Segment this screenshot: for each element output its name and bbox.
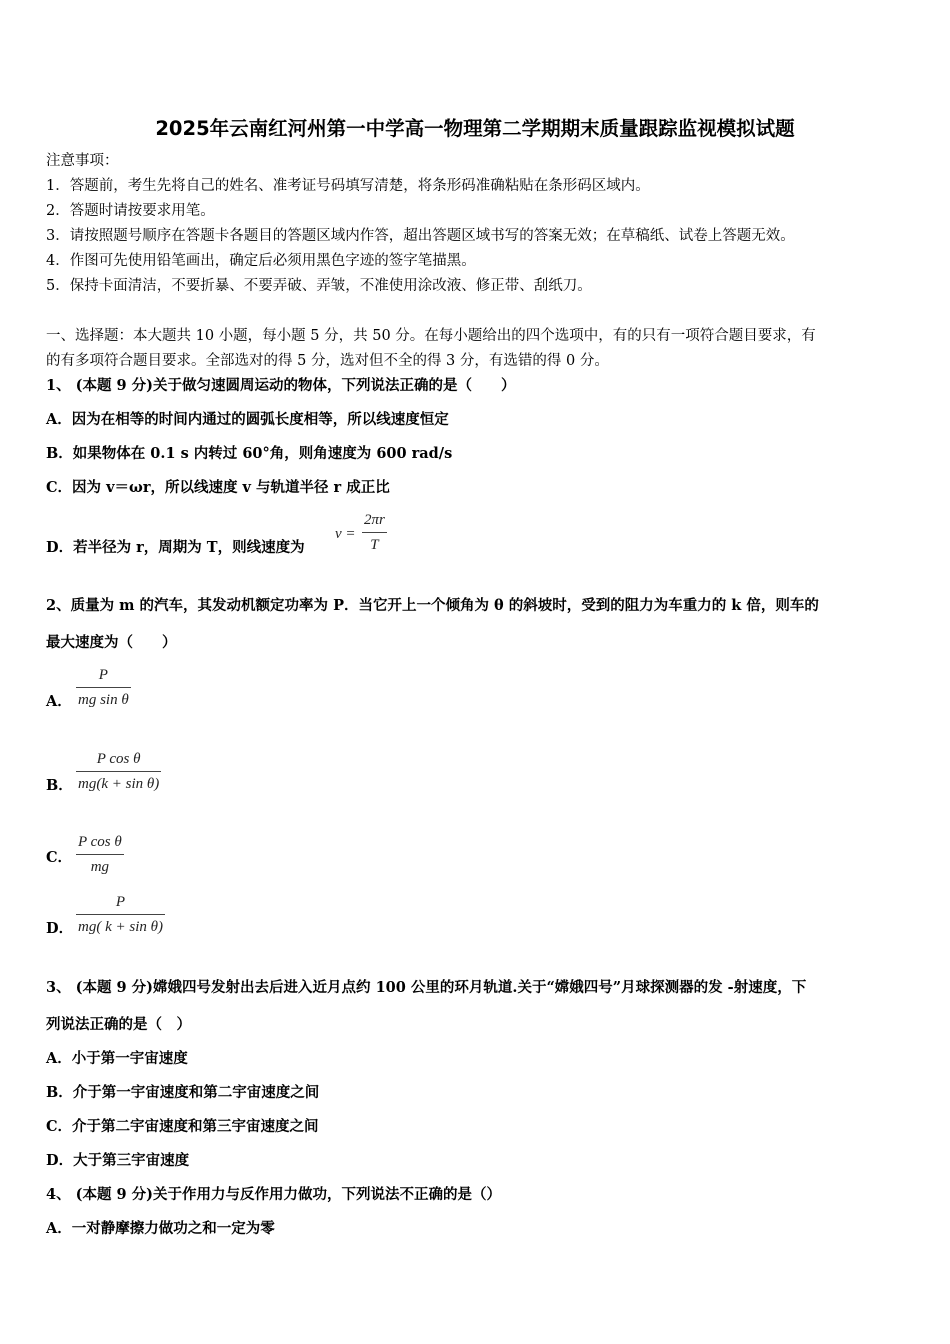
fraction-denominator: T xyxy=(370,537,379,553)
q2-option-a-fraction xyxy=(76,667,131,709)
fraction-denominator: mg xyxy=(90,859,110,875)
notice-item: 5．保持卡面清洁，不要折暴、不要弄破、弄皱，不准使用涂改液、修正带、刮纸刀。 xyxy=(46,278,592,294)
q2-option-a-label: A． xyxy=(46,693,72,710)
section-heading-cont: 的有多项符合题目要求。全部选对的得 5 分，选对但不全的得 3 分，有选错的得 0 分。 xyxy=(46,353,609,369)
fraction-numerator: P xyxy=(115,894,126,910)
q2-option-c-label: C． xyxy=(46,849,73,866)
q2-option-d-label: D． xyxy=(46,920,74,937)
q4-option-a: A．一对静摩擦力做功之和一定为零 xyxy=(46,1220,275,1237)
question-2-stem: 2、质量为 m 的汽车，其发动机额定功率为 P．当它开上一个倾角为 θ 的斜坡时，受到的阻力为车重力的 k 倍，则车的 xyxy=(46,597,819,614)
q2-option-d-fraction xyxy=(76,894,165,936)
q1-option-c: C．因为 v＝ωr，所以线速度 v 与轨道半径 r 成正比 xyxy=(46,479,390,496)
q3-option-a: A．小于第一宇宙速度 xyxy=(46,1050,188,1067)
question-3-stem-cont: 列说法正确的是（ ） xyxy=(46,1016,191,1033)
q3-option-d: D．大于第三宇宙速度 xyxy=(46,1152,190,1169)
fraction-denominator: mg sin θ xyxy=(78,692,129,708)
page-title: 2025年云南红河州第一中学高一物理第二学期期末质量跟踪监视模拟试题 xyxy=(155,117,795,140)
notice-item: 2．答题时请按要求用笔。 xyxy=(46,203,215,219)
notice-heading: 注意事项： xyxy=(46,153,119,169)
q1-formula-lhs: v = xyxy=(335,526,356,542)
question-4-stem: 4、 (本题 9 分)关于作用力与反作用力做功，下列说法不正确的是（） xyxy=(46,1186,502,1203)
fraction-numerator: 2πr xyxy=(364,512,385,528)
question-2-stem-cont: 最大速度为（ ） xyxy=(46,634,177,651)
q2-option-b-label: B． xyxy=(46,777,73,794)
fraction-denominator: mg(k + sin θ) xyxy=(78,776,160,792)
q3-option-c: C．介于第二宇宙速度和第三宇宙速度之间 xyxy=(46,1118,319,1135)
fraction-numerator: P cos θ xyxy=(96,751,141,767)
q1-option-d: D．若半径为 r，周期为 T，则线速度为 xyxy=(46,539,305,556)
q1-formula-fraction xyxy=(362,512,387,554)
question-3-stem: 3、 (本题 9 分)嫦娥四号发射出去后进入近月点约 100 公里的环月轨道.关于“嫦娥四号”月球探测器的发 -射速度，下 xyxy=(46,979,807,996)
q2-option-c-fraction xyxy=(76,834,124,876)
notice-item: 4．作图可先使用铅笔画出，确定后必须用黑色字迹的签字笔描黑。 xyxy=(46,253,476,269)
fraction-numerator: P cos θ xyxy=(78,834,122,850)
q2-option-b-fraction xyxy=(76,751,161,793)
notice-item: 3．请按照题号顺序在答题卡各题目的答题区域内作答，超出答题区域书写的答案无效；在草稿纸、试卷上答题无效。 xyxy=(46,228,795,244)
question-1-stem: 1、 (本题 9 分)关于做匀速圆周运动的物体，下列说法正确的是（ ） xyxy=(46,377,516,394)
fraction-numerator: P xyxy=(98,667,108,683)
q3-option-b: B．介于第一宇宙速度和第二宇宙速度之间 xyxy=(46,1084,320,1101)
notice-item: 1．答题前，考生先将自己的姓名、准考证号码填写清楚，将条形码准确粘贴在条形码区域内。 xyxy=(46,178,650,194)
q1-option-a: A．因为在相等的时间内通过的圆弧长度相等，所以线速度恒定 xyxy=(46,411,449,428)
section-heading: 一、选择题：本大题共 10 小题，每小题 5 分，共 50 分。在每小题给出的四个选项中，有的只有一项符合题目要求，有 xyxy=(46,328,816,344)
q1-option-b: B．如果物体在 0.1 s 内转过 60°角，则角速度为 600 rad/s xyxy=(46,445,453,462)
fraction-denominator: mg( k + sin θ) xyxy=(78,919,163,935)
